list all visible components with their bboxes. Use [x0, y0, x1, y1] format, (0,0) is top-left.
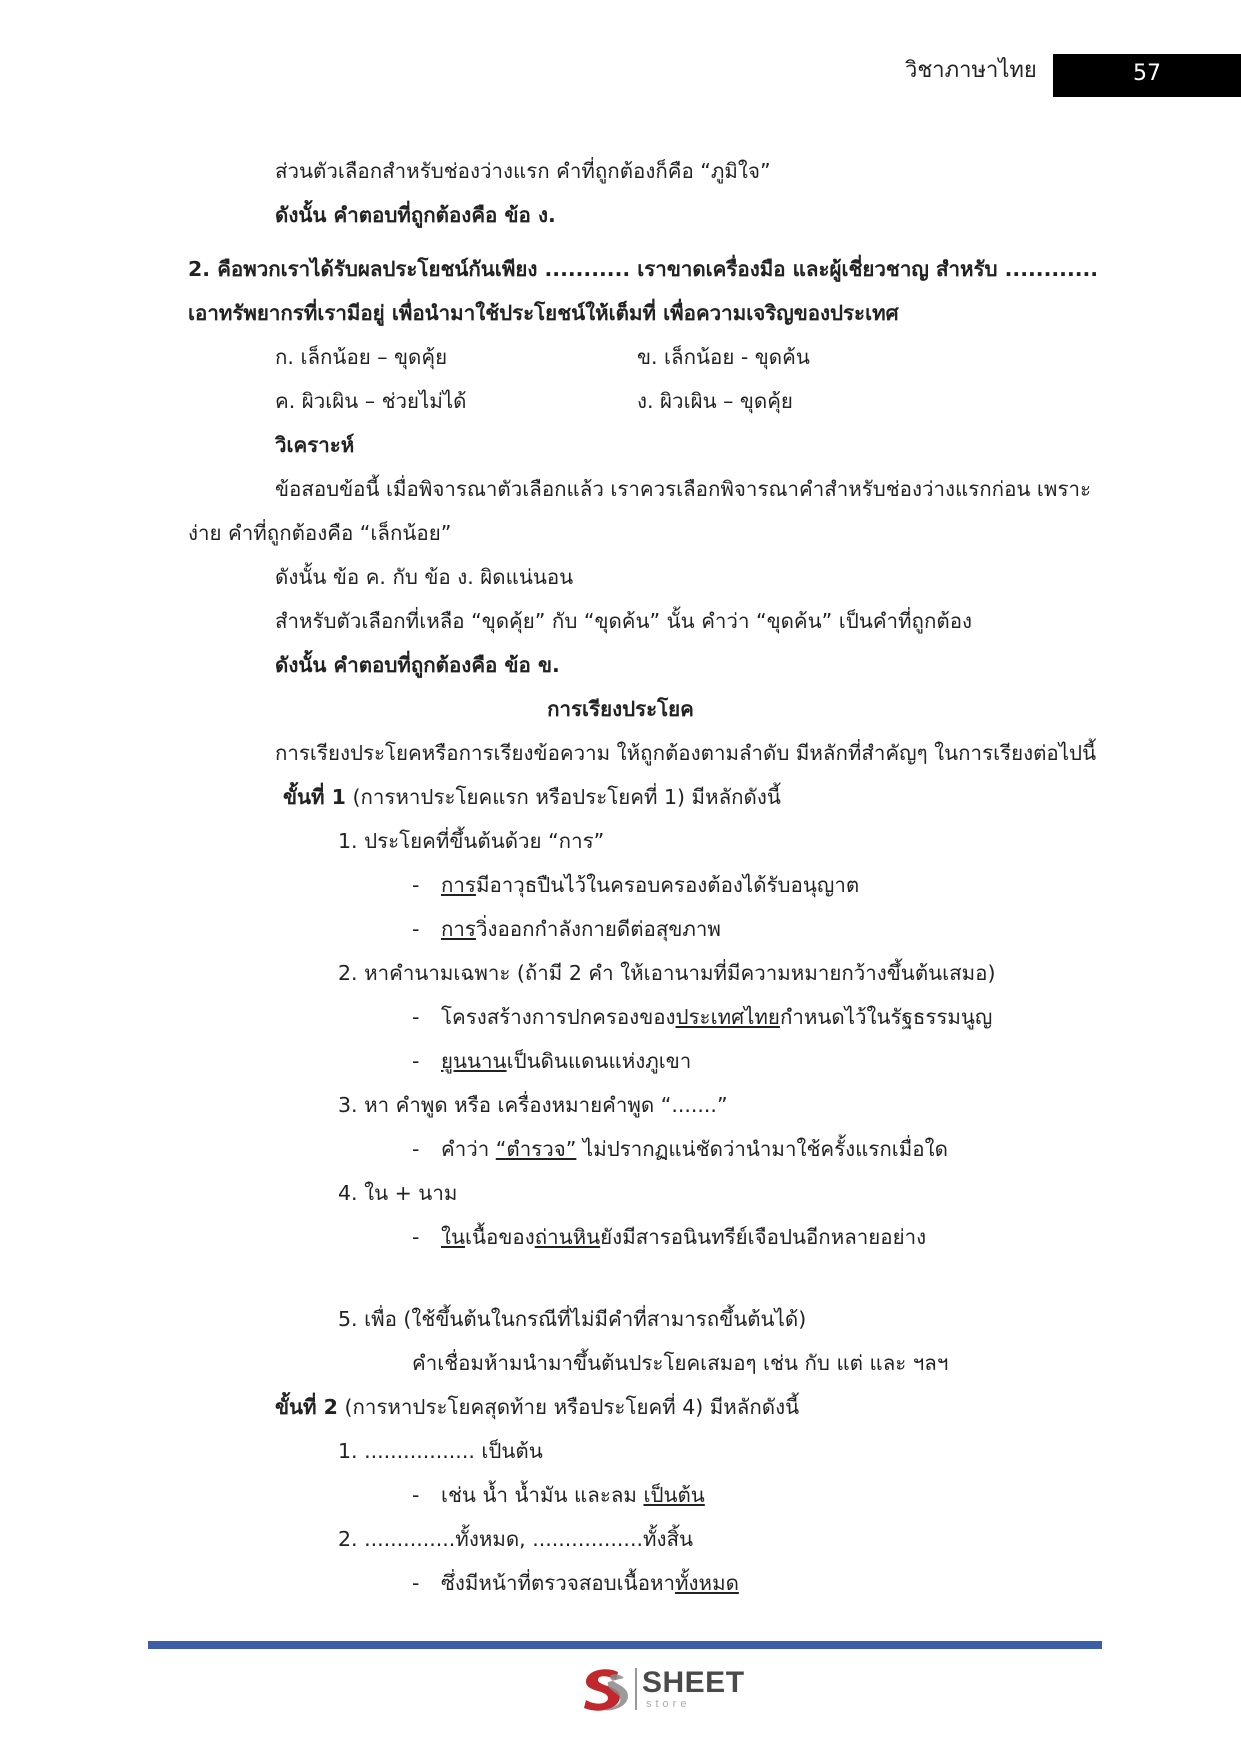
- option-d: ง. ผิวเผิน – ขุดคุ้ย: [637, 389, 793, 413]
- example-end-1: [441, 1480, 705, 1510]
- answer-line-2: ดังนั้น คำตอบที่ถูกต้องคือ ข้อ ข.: [275, 653, 560, 677]
- option-b: ข. เล็กน้อย - ขุดค้น: [637, 345, 810, 369]
- example-text: เป็นดินแดนแห่งภูเขา: [506, 1049, 692, 1073]
- bullet-dash: -: [412, 1571, 420, 1595]
- step-2-line: [275, 1392, 799, 1422]
- rule-3: 3. หา คำพูด หรือ เครื่องหมายคำพูด “.......”: [338, 1093, 728, 1117]
- question-2-line-2: เอาทรัพยากรที่เรามีอยู่ เพื่อนำมาใช้ประโยชน์ให้เต็มที่ เพื่อความเจริญของประเทศ: [188, 301, 899, 325]
- example-text: เช่น น้ำ น้ำมัน และลม: [441, 1483, 644, 1507]
- section-intro: การเรียงประโยคหรือการเรียงข้อความ ให้ถูกต้องตามลำดับ มีหลักที่สำคัญๆ ในการเรียงต่อไปนี้: [275, 741, 1097, 765]
- example-text: ยังมีสารอนินทรีย์เจือปนอีกหลายอย่าง: [600, 1225, 927, 1249]
- underlined-word: ใน: [441, 1225, 466, 1249]
- analysis-line-4: สำหรับตัวเลือกที่เหลือ “ขุดคุ้ย” กับ “ขุดค้น” นั้น คำว่า “ขุดค้น” เป็นคำที่ถูกต้อง: [275, 609, 973, 633]
- underlined-word: ถ่านหิน: [534, 1225, 601, 1249]
- logo-subtext: store: [646, 1698, 691, 1710]
- bullet-dash: -: [412, 1137, 420, 1161]
- example-text: เนื้อของ: [465, 1225, 535, 1249]
- example-1b: [441, 914, 721, 944]
- analysis-line-3: ดังนั้น ข้อ ค. กับ ข้อ ง. ผิดแน่นอน: [275, 565, 574, 589]
- rule-4: 4. ใน + นาม: [338, 1181, 458, 1205]
- example-2b: [441, 1046, 691, 1076]
- logo-text: SHEET: [642, 1666, 745, 1699]
- example-text: คำว่า: [441, 1137, 496, 1161]
- step-2-text: (การหาประโยคสุดท้าย หรือประโยคที่ 4) มีหลักดังนี้: [337, 1395, 800, 1419]
- example-text: ซึ่งมีหน้าที่ตรวจสอบเนื้อหา: [441, 1571, 676, 1595]
- bullet-dash: -: [412, 1049, 420, 1073]
- underlined-word: เป็นต้น: [643, 1483, 705, 1507]
- end-rule-2: 2. ..............ทั้งหมด, .................ทั้งสิ้น: [338, 1527, 694, 1551]
- example-1a: [441, 870, 859, 900]
- underlined-word: “ตำรวจ”: [495, 1137, 577, 1161]
- question-2-line-1: 2. คือพวกเราได้รับผลประโยชน์กันเพียง ........... เราขาดเครื่องมือ และผู้เชี่ยวชาญ สำหรับ ............: [188, 257, 1099, 281]
- analysis-heading: วิเคราะห์: [275, 433, 355, 457]
- step-1-line: [283, 782, 781, 812]
- rule-5-note: คำเชื่อมห้ามนำมาขึ้นต้นประโยคเสมอๆ เช่น กับ แต่ และ ฯลฯ: [412, 1351, 949, 1375]
- example-3a: [441, 1134, 948, 1164]
- example-text: มีอาวุธปืนไว้ในครอบครองต้องได้รับอนุญาต: [475, 873, 860, 897]
- bullet-dash: -: [412, 873, 420, 897]
- underlined-word: ทั้งหมด: [675, 1571, 739, 1595]
- answer-line: ดังนั้น คำตอบที่ถูกต้องคือ ข้อ ง.: [275, 203, 556, 227]
- bullet-dash: -: [412, 917, 420, 941]
- example-2a: [441, 1002, 992, 1032]
- option-a: ก. เล็กน้อย – ขุดคุ้ย: [275, 345, 448, 369]
- bullet-dash: -: [412, 1005, 420, 1029]
- header-subject: วิชาภาษาไทย: [905, 58, 1037, 83]
- text-line: ส่วนตัวเลือกสำหรับช่องว่างแรก คำที่ถูกต้องก็คือ “ภูมิใจ”: [275, 159, 771, 183]
- example-text: กำหนดไว้ในรัฐธรรมนูญ: [779, 1005, 993, 1029]
- example-4a: [441, 1222, 926, 1252]
- header-page-box: [1053, 54, 1241, 97]
- underlined-word: ประเทศไทย: [675, 1005, 780, 1029]
- end-rule-1: 1. ................. เป็นต้น: [338, 1439, 543, 1463]
- rule-2: 2. หาคำนามเฉพาะ (ถ้ามี 2 คำ ให้เอานามที่มีความหมายกว้างขึ้นต้นเสมอ): [338, 961, 996, 985]
- example-text: โครงสร้างการปกครองของ: [441, 1005, 676, 1029]
- example-end-2: [441, 1568, 739, 1598]
- section-title: การเรียงประโยค: [547, 697, 694, 721]
- rule-5: 5. เพื่อ (ใช้ขึ้นต้นในกรณีที่ไม่มีคำที่สามารถขึ้นต้นได้): [338, 1307, 807, 1331]
- option-c: ค. ผิวเผิน – ช่วยไม่ได้: [275, 389, 467, 413]
- page-number: 57: [1133, 61, 1161, 86]
- rule-1: 1. ประโยคที่ขึ้นต้นด้วย “การ”: [338, 829, 605, 853]
- underlined-word: การ: [441, 917, 476, 941]
- step-2-label: ขั้นที่ 2: [275, 1395, 338, 1419]
- underlined-word: การ: [441, 873, 476, 897]
- example-text: วิ่งออกกำลังกายดีต่อสุขภาพ: [475, 917, 721, 941]
- underlined-word: ยูนนาน: [441, 1049, 507, 1073]
- example-text: ไม่ปรากฏแน่ชัดว่านำมาใช้ครั้งแรกเมื่อใด: [576, 1137, 948, 1161]
- analysis-line-2: ง่าย คำที่ถูกต้องคือ “เล็กน้อย”: [188, 521, 452, 545]
- step-1-label: ขั้นที่ 1: [283, 785, 346, 809]
- bullet-dash: -: [412, 1483, 420, 1507]
- footer-rule: [148, 1641, 1102, 1649]
- analysis-line-1: ข้อสอบข้อนี้ เมื่อพิจารณาตัวเลือกแล้ว เราควรเลือกพิจารณาคำสำหรับช่องว่างแรกก่อน เพราะ: [275, 477, 1091, 501]
- bullet-dash: -: [412, 1225, 420, 1249]
- step-1-text: (การหาประโยคแรก หรือประโยคที่ 1) มีหลักดังนี้: [345, 785, 781, 809]
